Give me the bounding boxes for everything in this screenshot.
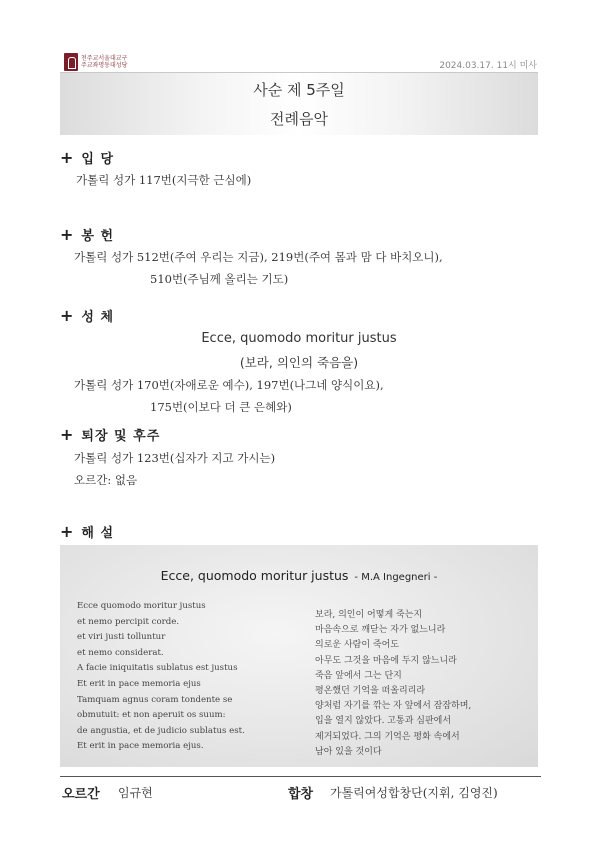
section-label: 퇴장 및 후주: [81, 429, 161, 444]
communion-line-1: 가톨릭 성가 170번(자애로운 예수), 197번(나그네 양식이요),: [74, 378, 384, 392]
korean-line: 평온했던 기억을 떠올리리라: [315, 686, 426, 697]
logo-line-1: 천주교서울대교구: [81, 55, 128, 62]
offertory-line-2: 510번(주님께 올리는 기도): [150, 272, 289, 286]
latin-text: [77, 599, 245, 755]
korean-line: 양처럼 자기를 깎는 자 앞에서 잠잠하며,: [315, 701, 472, 712]
footer-divider: [60, 776, 541, 777]
commentary-title: [60, 568, 538, 583]
choir-name: 가톨릭여성합창단(지휘, 김영진): [330, 786, 498, 800]
page-title: 사순 제 5주일: [253, 81, 345, 99]
latin-line: Et erit in pace memoria ejus.: [77, 741, 204, 752]
communion-line-2: 175번(이보다 더 큰 은혜와): [150, 400, 292, 414]
section-offertory-heading: [60, 225, 114, 244]
offertory-line-1: 가톨릭 성가 512번(주여 우리는 지금), 219번(주여 몸과 맘 다 바치오니),: [74, 250, 443, 264]
organist-label: 오르간: [62, 787, 100, 802]
logo-text: [81, 55, 127, 69]
korean-line: 입을 열지 않았다. 고통과 심판에서: [315, 716, 452, 727]
latin-line: de angustia, et de judicio sublatus est.: [77, 725, 245, 736]
recessional-line-1: 가톨릭 성가 123번(십자가 지고 가시는): [74, 451, 276, 465]
cathedral-logo-icon: [64, 53, 78, 71]
korean-line: 남아 있을 것이다: [315, 746, 382, 757]
latin-line: Tamquam agnus coram tondente se: [77, 694, 233, 705]
latin-line: et viri justi tolluntur: [77, 632, 166, 643]
section-label: 봉 헌: [81, 229, 115, 244]
latin-line: et nemo percipit corde.: [77, 616, 180, 627]
latin-line: A facie iniquitatis sublatus est justus: [77, 663, 238, 674]
korean-line: 보라, 의인이 어떻게 죽는지: [315, 610, 423, 620]
communion-motet-subtitle: (보라, 의인의 죽음을): [239, 355, 359, 370]
section-commentary-heading: [60, 522, 114, 541]
korean-line: 죽음 앞에서 그는 단지: [315, 670, 402, 681]
latin-line: obmutuit: et non aperuit os suum:: [77, 710, 226, 721]
entrance-line-1: 가톨릭 성가 117번(지극한 근심에): [76, 173, 252, 187]
choir-label: 합창: [288, 787, 314, 802]
commentary-composer: - M.A Ingegneri -: [354, 572, 438, 583]
cross-icon: +: [60, 424, 74, 444]
parish-logo: [64, 52, 154, 72]
latin-line: Ecce quomodo moritur justus: [77, 601, 206, 611]
section-label: 입 당: [81, 152, 115, 167]
korean-line: 의로운 사람이 죽어도: [315, 640, 399, 651]
organist-name: 임규현: [118, 786, 153, 800]
section-recessional-heading: [60, 425, 160, 444]
latin-line: et nemo considerat.: [77, 647, 164, 658]
recessional-line-2: 오르간: 없음: [74, 473, 138, 487]
cross-icon: +: [60, 147, 74, 167]
section-label: 해 설: [81, 526, 115, 541]
korean-line: 마음속으로 깨닫는 자가 없느니라: [315, 625, 446, 636]
page-subtitle: 전례음악: [270, 110, 328, 128]
latin-line: Et erit in pace memoria ejus: [77, 678, 201, 689]
section-entrance-heading: [60, 148, 114, 167]
mass-date: 2024.03.17. 11시 미사: [439, 61, 537, 71]
section-communion-heading: [60, 306, 114, 325]
section-label: 성 체: [81, 310, 115, 325]
korean-translation: [315, 608, 471, 760]
logo-line-2: 주교좌명동대성당: [81, 62, 128, 69]
korean-line: 아무도 그것을 마음에 두지 않느니라: [315, 655, 457, 666]
cross-icon: +: [60, 224, 74, 244]
communion-motet-title: Ecce, quomodo moritur justus: [201, 331, 397, 346]
cross-icon: +: [60, 305, 74, 325]
korean-line: 제거되었다. 그의 기억은 평화 속에서: [315, 731, 460, 742]
commentary-motet-title: Ecce, quomodo moritur justus: [160, 568, 349, 583]
cross-icon: +: [60, 521, 74, 541]
